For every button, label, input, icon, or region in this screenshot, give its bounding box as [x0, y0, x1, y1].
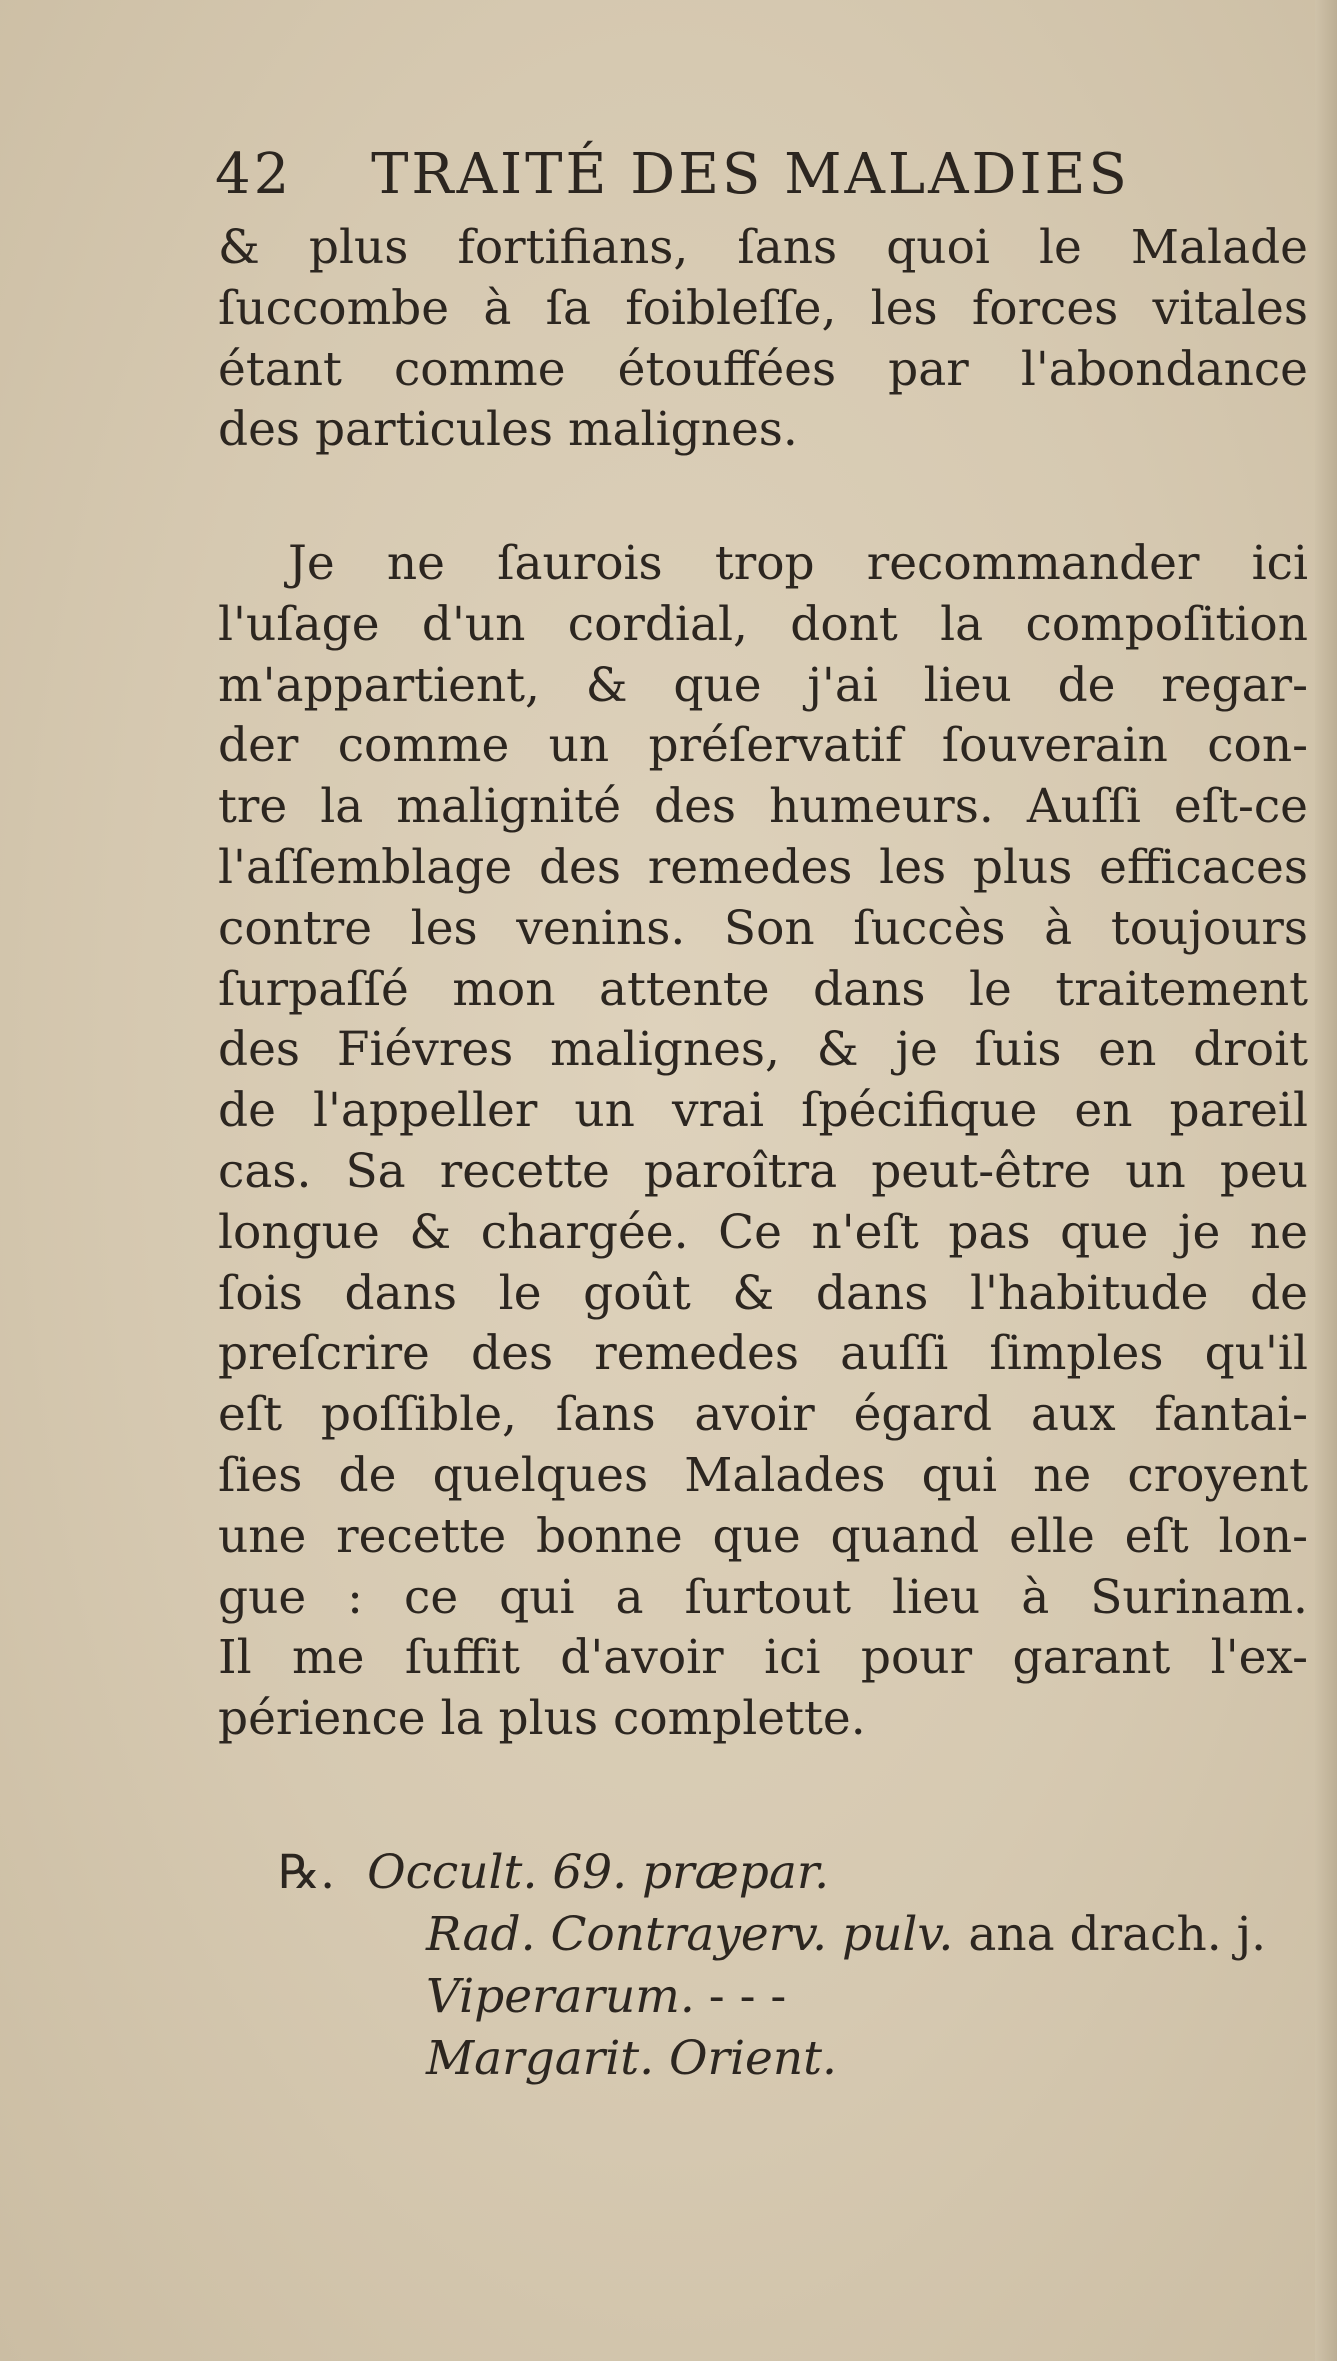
text-line: contre les venins. Son ſuccès à toujours — [218, 900, 1308, 956]
text-line: der comme un préſervatif ſouverain con- — [218, 718, 1308, 774]
text-line: eſt poſſible, ſans avoir égard aux fantai- — [218, 1387, 1308, 1443]
text-line: des Fiévres malignes, & je ſuis en droit — [218, 1022, 1308, 1078]
recipe-symbol: ℞. — [278, 1845, 336, 1900]
running-header — [215, 142, 1215, 207]
text-line: périence la plus complette. — [218, 1691, 866, 1747]
text-line: Je ne ſaurois trop recommander ici — [288, 536, 1308, 591]
text-line: tre la malignité des humeurs. Auſſi eſt-ce — [218, 779, 1308, 835]
recipe-line-3 — [278, 1966, 1308, 2028]
recipe-dose: ana drach. j. — [968, 1907, 1267, 1962]
page-gutter-shadow — [1315, 0, 1337, 2361]
recipe-line-1 — [278, 1842, 1308, 1904]
text-line: ſois dans le goût & dans l'habitude de — [218, 1265, 1308, 1321]
recipe-text: Margarit. Orient. — [426, 2031, 837, 2086]
page-number: 42 — [215, 142, 293, 207]
recipe-text: Rad. Contrayerv. pulv. — [426, 1907, 954, 1962]
text-line: Il me ſuffit d'avoir ici pour garant l'ex- — [218, 1630, 1308, 1686]
text-line: ſuccombe à ſa foibleſſe, les forces vitales — [218, 280, 1308, 336]
text-line: l'uſage d'un cordial, dont la compoſition — [218, 596, 1308, 652]
recipe-dashes: - - - — [708, 1969, 787, 2024]
recipe-text: Viperarum. — [426, 1969, 695, 2024]
text-line: ſies de quelques Malades qui ne croyent — [218, 1447, 1308, 1503]
text-line: de l'appeller un vrai ſpécifique en pareil — [218, 1083, 1308, 1139]
text-line: étant comme étouffées par l'abondance — [218, 341, 1308, 397]
recipe-block — [278, 1842, 1308, 2090]
running-title: TRAITÉ DES MALADIES — [371, 142, 1130, 207]
text-line: & plus fortifians, ſans quoi le Malade — [218, 220, 1308, 275]
recipe-line-4 — [278, 2028, 1308, 2090]
text-line: une recette bonne que quand elle eſt lon- — [218, 1508, 1308, 1564]
text-line: longue & chargée. Ce n'eſt pas que je ne — [218, 1204, 1308, 1260]
paragraph-2 — [218, 534, 1308, 1750]
recipe-line-2 — [278, 1904, 1308, 1966]
text-line: gue : ce qui a ſurtout lieu à Surinam. — [218, 1569, 1308, 1625]
text-line: des particules malignes. — [218, 402, 798, 458]
text-line: ſurpaſſé mon attente dans le traitement — [218, 961, 1308, 1017]
text-line: l'aſſemblage des remedes les plus efficaces — [218, 839, 1308, 895]
recipe-text: Occult. 69. præpar. — [367, 1845, 830, 1900]
text-line: m'appartient, & que j'ai lieu de regar- — [218, 657, 1308, 713]
text-line: preſcrire des remedes auſſi ſimples qu'il — [218, 1326, 1308, 1382]
text-line: cas. Sa recette paroîtra peut-être un peu — [218, 1143, 1308, 1199]
paragraph-1 — [218, 218, 1308, 461]
